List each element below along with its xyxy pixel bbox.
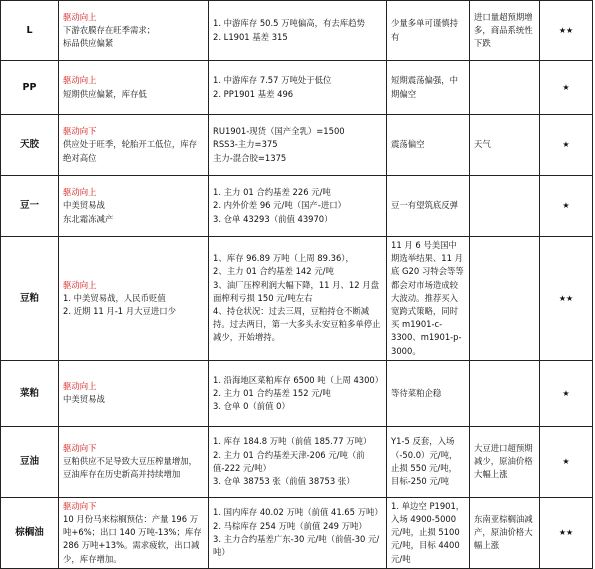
data-text: 1. 中游库存 50.5 万吨偏高，有去库趋势 [213,18,365,29]
strategy-cell [387,1,470,61]
driver-label: 驱动向上 [63,75,97,86]
commodity-name: 菜粕 [1,360,59,426]
commodity-name: 豆一 [1,176,59,237]
data-text: 2. 内外价差 96 元/吨（国产-进口） [213,200,346,211]
rating-stars: ★ [540,426,593,497]
reason-text: 2. 近期 11 月-1 月大豆进口少 [63,306,177,317]
data-text: RSS3-主力=375 [213,139,278,150]
data-text: 3. 仓单 0（前值 0） [213,400,290,411]
data-text: 3. 仓单 38753 张（前值 38753 张） [213,476,355,487]
data-text: 4、持仓状况：过去三周，豆粕持仓不断减持。过去两日，第一大多头永安豆粕多单停止减少，开始增持。 [213,306,381,343]
table-row [1,497,593,568]
table-row [1,1,593,61]
data-text: 2. PP1901 基差 496 [213,88,294,99]
driver-reason-cell [59,115,209,176]
table-row [1,360,593,426]
commodity-name: PP [1,61,59,115]
strategy-cell [387,115,470,176]
rating-stars: ★★ [540,1,593,61]
data-text: RU1901-现货（国产全乳）=1500 [213,126,345,137]
data-text: 1. 国内库存 40.02 万吨（前值 41.65 万吨） [213,507,383,518]
risk-cell [470,176,540,237]
data-text: 3. 主力合约基差广东-30 元/吨（前值-30 元/吨） [213,533,380,558]
data-cell [209,426,387,497]
risk-cell [470,115,540,176]
commodity-name: 棕榈油 [1,497,59,568]
data-text: 2. 主力 01 合约基差天津-206 元/吨（前值-222 元/吨） [213,449,365,473]
strategy-cell [387,176,470,237]
rating-stars: ★ [540,176,593,237]
reason-text: 标品供应偏紧 [63,38,114,49]
risk-cell [470,1,540,61]
driver-label: 驱动向上 [63,187,97,198]
data-text: 1、库存 96.89 万吨（上周 89.36）， [213,253,354,264]
strategy-text: 11 月 6 号美国中期选举结果、11 月底 G20 习特会等等都会对市场造成较大波动。推荐买入宽跨式策略，同时买 m1901-c-3300、m1901-p-3000。 [391,240,464,356]
data-cell [209,497,387,568]
reason-text: 1. 中美贸易战，人民币贬值 [63,292,166,303]
driver-label: 驱动向上 [63,381,97,392]
risk-text: 进口量超预期增多，商品系统性下跌 [474,11,533,49]
rating-stars: ★★ [540,237,593,361]
table-row [1,426,593,497]
risk-cell [470,61,540,115]
strategy-text: 1. 单边空 P1901，入场 4900-5000 元/吨，止损 5100 元/吨，目标 4400 元/吨 [391,500,465,564]
rating-stars: ★★ [540,497,593,568]
driver-label: 驱动向上 [63,11,97,22]
reason-text: 中美贸易战 [63,394,105,405]
risk-cell [470,497,540,568]
reason-text: 中美贸易战 [63,200,105,211]
driver-reason-cell [59,497,209,568]
reason-text: 短期供应偏紧，库存低 [63,88,147,99]
rating-stars: ★ [540,360,593,426]
driver-reason-cell [59,61,209,115]
reason-text: 东北霜冻减产 [63,213,114,224]
data-text: 3. 仓单 43293（前值 43970） [213,213,333,224]
reason-text: 10 月份马来棕榈预估：产量 196 万吨+6%；出口 140 万吨-13%；库存 286 万吨+13%。需求疲软，出口减少，库存增加。 [63,514,202,564]
data-text: 主力-混合胶=1375 [213,152,287,163]
data-cell [209,1,387,61]
strategy-text: 豆一有望筑底反弹 [391,200,458,211]
risk-cell [470,426,540,497]
data-text: 3、油厂压榨利润大幅下降，11 月、12 月盘面榨利亏损 150 元/吨左右 [213,279,379,303]
strategy-text: Y1-5 反套，入场（-50.0）元/吨，止损 550 元/吨，目标-250 元/吨 [391,436,458,487]
driver-reason-cell [59,237,209,361]
commodity-name: L [1,1,59,61]
data-text: 2. 马棕库存 254 万吨（前值 249 万吨） [213,520,367,531]
strategy-text: 短期震荡偏强，中期偏空 [391,75,458,99]
table-row [1,115,593,176]
risk-cell [470,360,540,426]
commodity-name: 豆粕 [1,237,59,361]
strategy-text: 震荡偏空 [391,139,425,150]
data-text: 2. 主力 01 合约基差 152 元/吨 [213,387,331,398]
driver-label: 驱动向上 [63,279,97,290]
reason-text: 豆粕供应不足导致大豆压榨量增加，豆油库存在历史新高并持续增加 [63,456,197,480]
table-row [1,61,593,115]
data-text: 1. 中游库存 7.57 万吨处于低位 [213,75,332,86]
reason-text: 下游农膜存在旺季需求； [63,24,156,35]
table-row [1,176,593,237]
data-cell [209,237,387,361]
driver-reason-cell [59,176,209,237]
data-cell [209,61,387,115]
strategy-cell [387,497,470,568]
driver-reason-cell [59,360,209,426]
reason-text: 供应处于旺季，轮胎开工低位，库存绝对高位 [63,139,197,163]
risk-text: 天气 [474,139,491,150]
driver-label: 驱动向下 [63,500,97,511]
data-text: 1. 库存 184.8 万吨（前值 185.77 万吨） [213,436,372,447]
rating-stars: ★ [540,61,593,115]
data-text: 1. 沿海地区菜粕库存 6500 吨（上周 4300） [213,374,384,385]
commodity-name: 豆油 [1,426,59,497]
strategy-cell [387,237,470,361]
driver-label: 驱动向下 [63,126,97,137]
data-text: 2. L1901 基差 315 [213,31,288,42]
data-text: 2、主力 01 合约基差 142 元/吨 [213,266,334,277]
rating-stars: ★ [540,115,593,176]
commodity-name: 天胶 [1,115,59,176]
strategy-cell [387,426,470,497]
driver-reason-cell [59,426,209,497]
strategy-text: 等待菜粕企稳 [391,387,442,398]
data-text: 1. 主力 01 合约基差 226 元/吨 [213,187,331,198]
risk-cell [470,237,540,361]
strategy-text: 少量多单可谨慎持有 [391,18,458,42]
strategy-cell [387,360,470,426]
data-cell [209,176,387,237]
data-cell [209,360,387,426]
strategy-cell [387,61,470,115]
driver-reason-cell [59,1,209,61]
data-cell [209,115,387,176]
risk-text: 大豆进口超预期减少，原油价格大幅上涨 [474,443,533,480]
table-row [1,237,593,361]
driver-label: 驱动向下 [63,443,97,454]
risk-text: 东南亚棕榈油减产，原油价格大幅上涨 [474,514,533,551]
